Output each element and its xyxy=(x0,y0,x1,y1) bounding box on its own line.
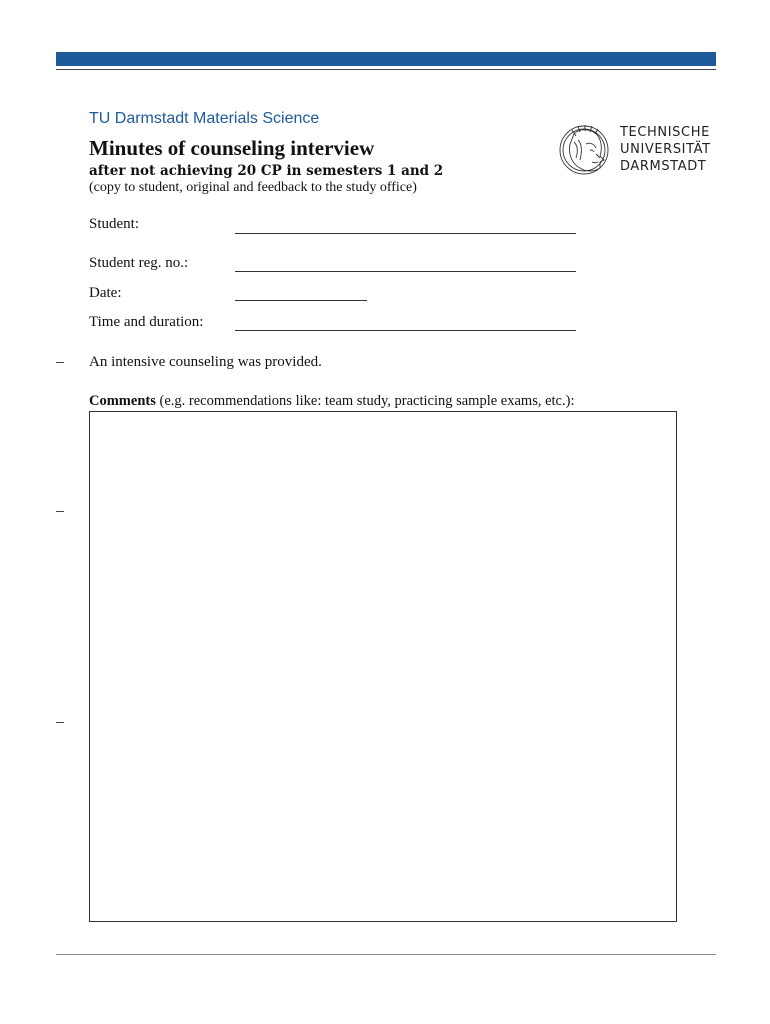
comments-field[interactable] xyxy=(89,411,677,922)
document-subtitle: after not achieving 20 CP in semesters 1 and 2 xyxy=(89,163,444,179)
header-color-bar xyxy=(56,52,716,66)
date-field[interactable] xyxy=(235,300,367,301)
athena-head-logo-icon xyxy=(556,120,612,182)
footer-rule xyxy=(56,954,716,955)
comments-hint: (e.g. recommendations like: team study, practicing sample exams, etc.): xyxy=(155,393,575,409)
punch-mark xyxy=(56,722,64,723)
comments-title: Comments xyxy=(89,393,156,409)
distribution-note: (copy to student, original and feedback to the study office) xyxy=(89,180,417,195)
student-label: Student: xyxy=(89,216,140,232)
document-title: Minutes of counseling interview xyxy=(89,136,375,160)
department-name: TU Darmstadt Materials Science xyxy=(89,110,320,127)
logo-line-1: TECHNISCHE xyxy=(620,125,710,140)
reg-no-label: Student reg. no.: xyxy=(89,255,189,271)
header-rule xyxy=(56,69,716,70)
fold-mark xyxy=(56,511,64,512)
logo-line-2: UNIVERSITÄT xyxy=(620,142,711,157)
time-duration-field[interactable] xyxy=(235,330,576,331)
logo-line-3: DARMSTADT xyxy=(620,159,707,174)
university-logo xyxy=(556,120,716,184)
student-field[interactable] xyxy=(235,233,576,234)
fold-mark-checkbox[interactable] xyxy=(56,362,64,363)
counseling-provided-label: An intensive counseling was provided. xyxy=(89,354,322,370)
university-name xyxy=(620,124,711,175)
comments-label xyxy=(89,393,574,410)
reg-no-field[interactable] xyxy=(235,271,576,272)
date-label: Date: xyxy=(89,285,122,301)
time-duration-label: Time and duration: xyxy=(89,314,204,330)
